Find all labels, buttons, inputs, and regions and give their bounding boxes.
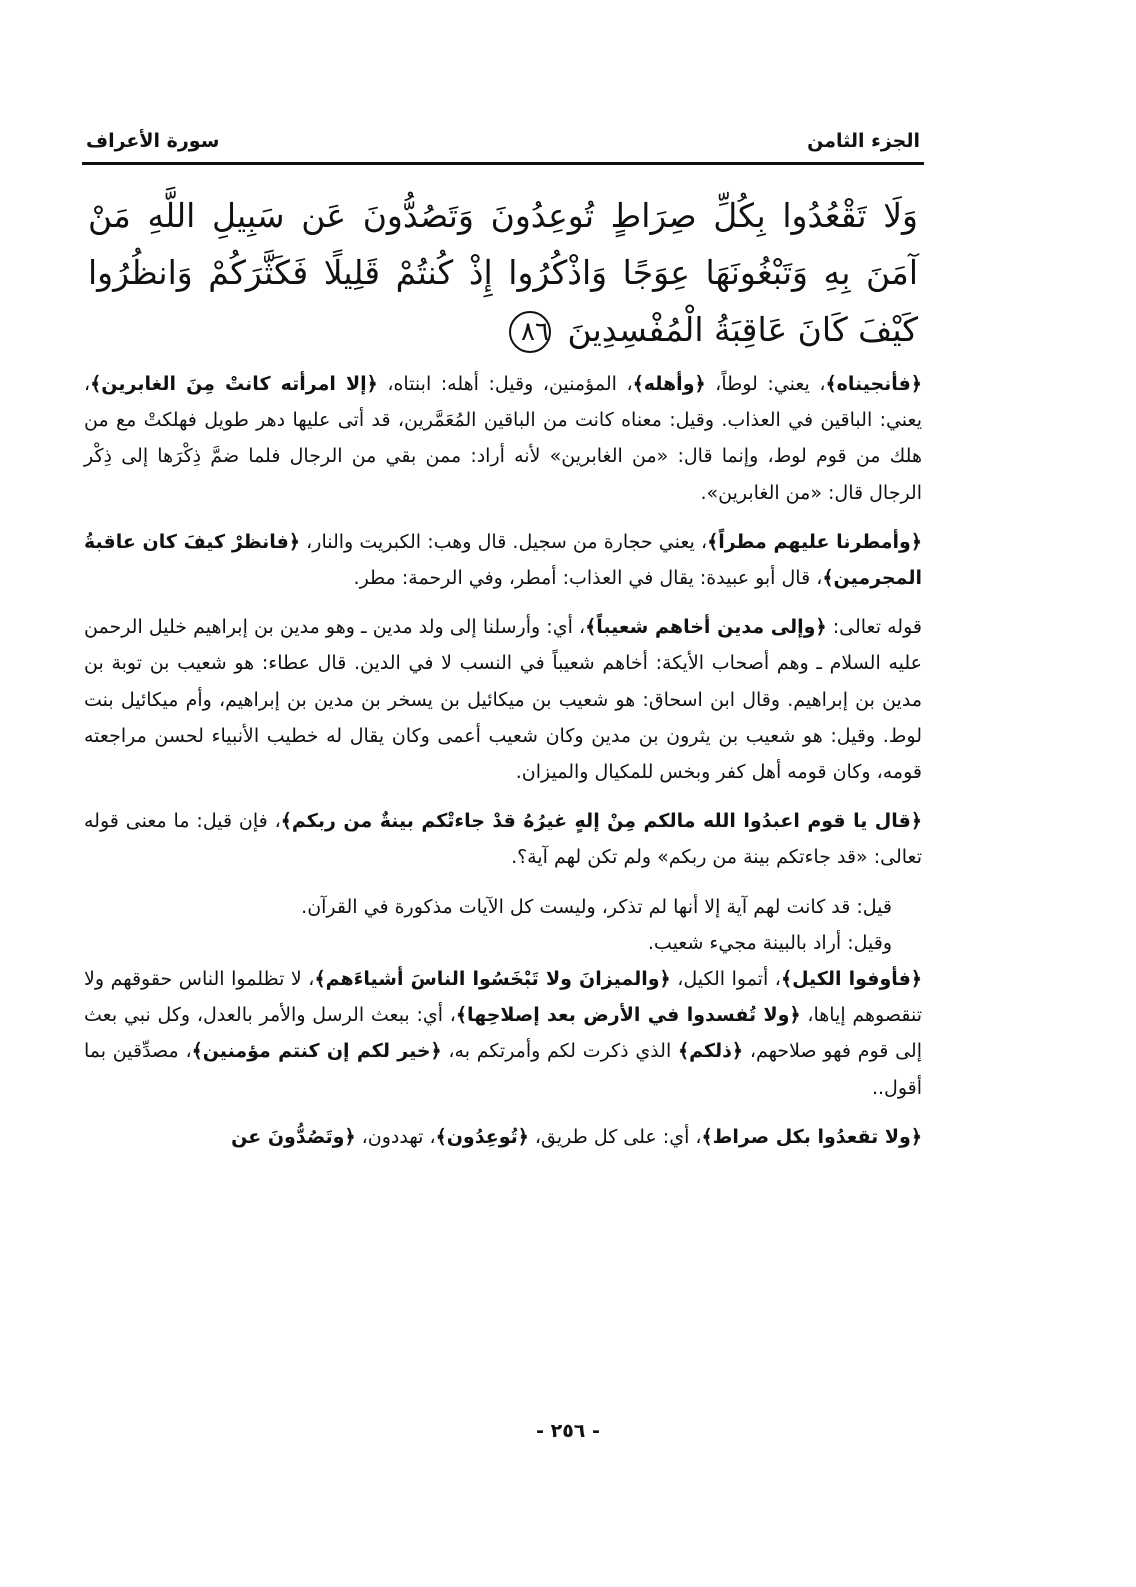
surah-label: سورة الأعراف — [86, 130, 220, 152]
running-header — [82, 130, 924, 165]
commentary-text: ، لا تظلموا الناس حقوقهم ولا تنقصوهم إياها، — [84, 968, 922, 1027]
verse-text: وَلَا تَقْعُدُوا بِكُلِّ صِرَاطٍ تُوعِدُونَ وَتَصُدُّونَ عَن سَبِيلِ اللَّهِ مَنْ آمَنَ بِهِ وَتَبْغُونَهَا عِوَجًا وَاذْكُرُوا إِذْ كُنتُمْ قَلِيلًا فَكَثَّرَكُمْ وَانظُرُوا كَيْفَ كَانَ عَاقِبَةُ الْمُفْسِدِينَ — [88, 196, 918, 349]
commentary-text: ، يعني: لوطاً، — [705, 373, 826, 395]
commentary-text: ، أي: على كل طريق، — [528, 1125, 702, 1148]
tafsir-paragraph — [82, 366, 924, 511]
commentary-text: ، تهددون، — [355, 1125, 436, 1148]
tafsir-paragraph — [82, 524, 924, 596]
commentary-text: قيل: قد كانت لهم آية إلا أنها لم تذكر، وليست كل الآيات مذكورة في القرآن. — [301, 895, 892, 918]
tafsir-paragraph — [82, 889, 924, 925]
commentary-text: قوله تعالى: — [826, 616, 922, 639]
part-label: الجزء الثامن — [807, 130, 920, 152]
quoted-phrase: ﴿ولا تُفسدوا في الأرض بعد إصلاحِها﴾ — [455, 1004, 801, 1027]
quoted-phrase: ﴿وتَصُدُّونَ عن — [231, 1125, 356, 1148]
commentary-text: ، فإن قيل: ما معنى قوله تعالى: «قد جاءتكم بينة من ربكم» ولم تكن لهم آية؟. — [84, 810, 922, 869]
tafsir-paragraph — [82, 961, 924, 1106]
quoted-phrase: ﴿فانظرْ كيفَ كان عاقبةُ المجرمين﴾ — [84, 530, 922, 590]
commentary-text: وقيل: أراد بالبينة مجيء شعيب. — [647, 931, 892, 954]
commentary-text: الذي ذكرت لكم وأمرتكم به، — [441, 1040, 678, 1063]
verse-number-marker: ٨٦ — [509, 311, 551, 353]
page-number: - ٢٥٦ - — [536, 1420, 600, 1442]
quoted-phrase: ﴿قال يا قوم اعبدُوا الله مالكم مِنْ إلهٍ غيرُهُ قدْ جاءتْكم بينةٌ من ربكم﴾ — [280, 810, 923, 833]
quoted-phrase: ﴿فأنجيناه﴾ — [825, 373, 922, 395]
commentary-text: ، أتموا الكيل، — [670, 968, 781, 991]
commentary-text: ، أي: وأرسلنا إلى ولد مدين ـ وهو مدين بن إبراهيم خليل الرحمن عليه السلام ـ وهم أصحاب الأيكة: أخاهم شعيباً في النسب لا في الدين. قال عطاء: هو شعيب بن توبة بن مدين بن إبراهيم. وقال ابن اسحاق: هو شعيب بن ميكائيل بن يسخر بن مدين بن إبراهيم، وأم ميكائيل بنت لوط. وقيل: هو شعيب بن يثرون بن مدين وكان شعيب أعمى وكان يقال له خطيب الأنبياء لحسن مراجعته قومه، وكان قومه أهل كفر وبخس للمكيال والميزان. — [84, 616, 922, 784]
quoted-phrase: ﴿ولا تقعدُوا بكل صراط﴾ — [701, 1125, 922, 1148]
quoted-phrase: ﴿خير لكم إن كنتم مؤمنين﴾ — [191, 1040, 442, 1063]
quoted-phrase: ﴿وأمطرنا عليهم مطراً﴾ — [707, 530, 922, 553]
commentary-text: ، يعني حجارة من سجيل. قال وهب: الكبريت والنار، — [300, 530, 708, 553]
commentary-text: ، مصدِّقين بما أقول.. — [84, 1040, 922, 1099]
quoted-phrase: ﴿وإلى مدين أخاهم شعيباً﴾ — [585, 616, 827, 639]
quoted-phrase: ﴿وأهله﴾ — [632, 373, 706, 395]
tafsir-paragraph — [82, 1119, 924, 1155]
quoted-phrase: ﴿تُوعِدُون﴾ — [435, 1125, 529, 1148]
tafsir-paragraph — [82, 803, 924, 875]
quran-verse — [82, 187, 924, 358]
commentary-text: ، أي: ببعث الرسل والأمر بالعدل، وكل نبي بعث إلى قوم فهو صلاحهم، — [84, 1004, 922, 1063]
commentary-text: ، المؤمنين، وقيل: أهله: ابنتاه، — [377, 373, 633, 395]
tafsir-paragraph — [82, 925, 924, 961]
quoted-phrase: ﴿إلا امرأته كانتْ مِنَ الغابرين﴾ — [90, 373, 378, 395]
quoted-phrase: ﴿والميزانَ ولا تَبْخَسُوا الناسَ أشياءَهم﴾ — [314, 968, 671, 991]
quoted-phrase: ﴿فأوفوا الكيل﴾ — [780, 968, 922, 991]
quoted-phrase: ﴿ذلكم﴾ — [677, 1040, 744, 1063]
tafsir-paragraph — [82, 609, 924, 790]
book-page — [82, 130, 924, 1155]
commentary-text: ، يعني: الباقين في العذاب. وقيل: معناه كانت من الباقين المُعَمَّرين، قد أتى عليها دهر طويل فهلكتْ مع من هلك من قوم لوط، وإنما قال: «من الغابرين» لأنه أراد: ممن بقي من الرجال فلما ضمَّ ذِكْرَها إلى ذِكْر الرجال قال: «من الغابرين». — [84, 373, 922, 504]
commentary-text: ، قال أبو عبيدة: يقال في العذاب: أمطر، وفي الرحمة: مطر. — [353, 567, 823, 590]
